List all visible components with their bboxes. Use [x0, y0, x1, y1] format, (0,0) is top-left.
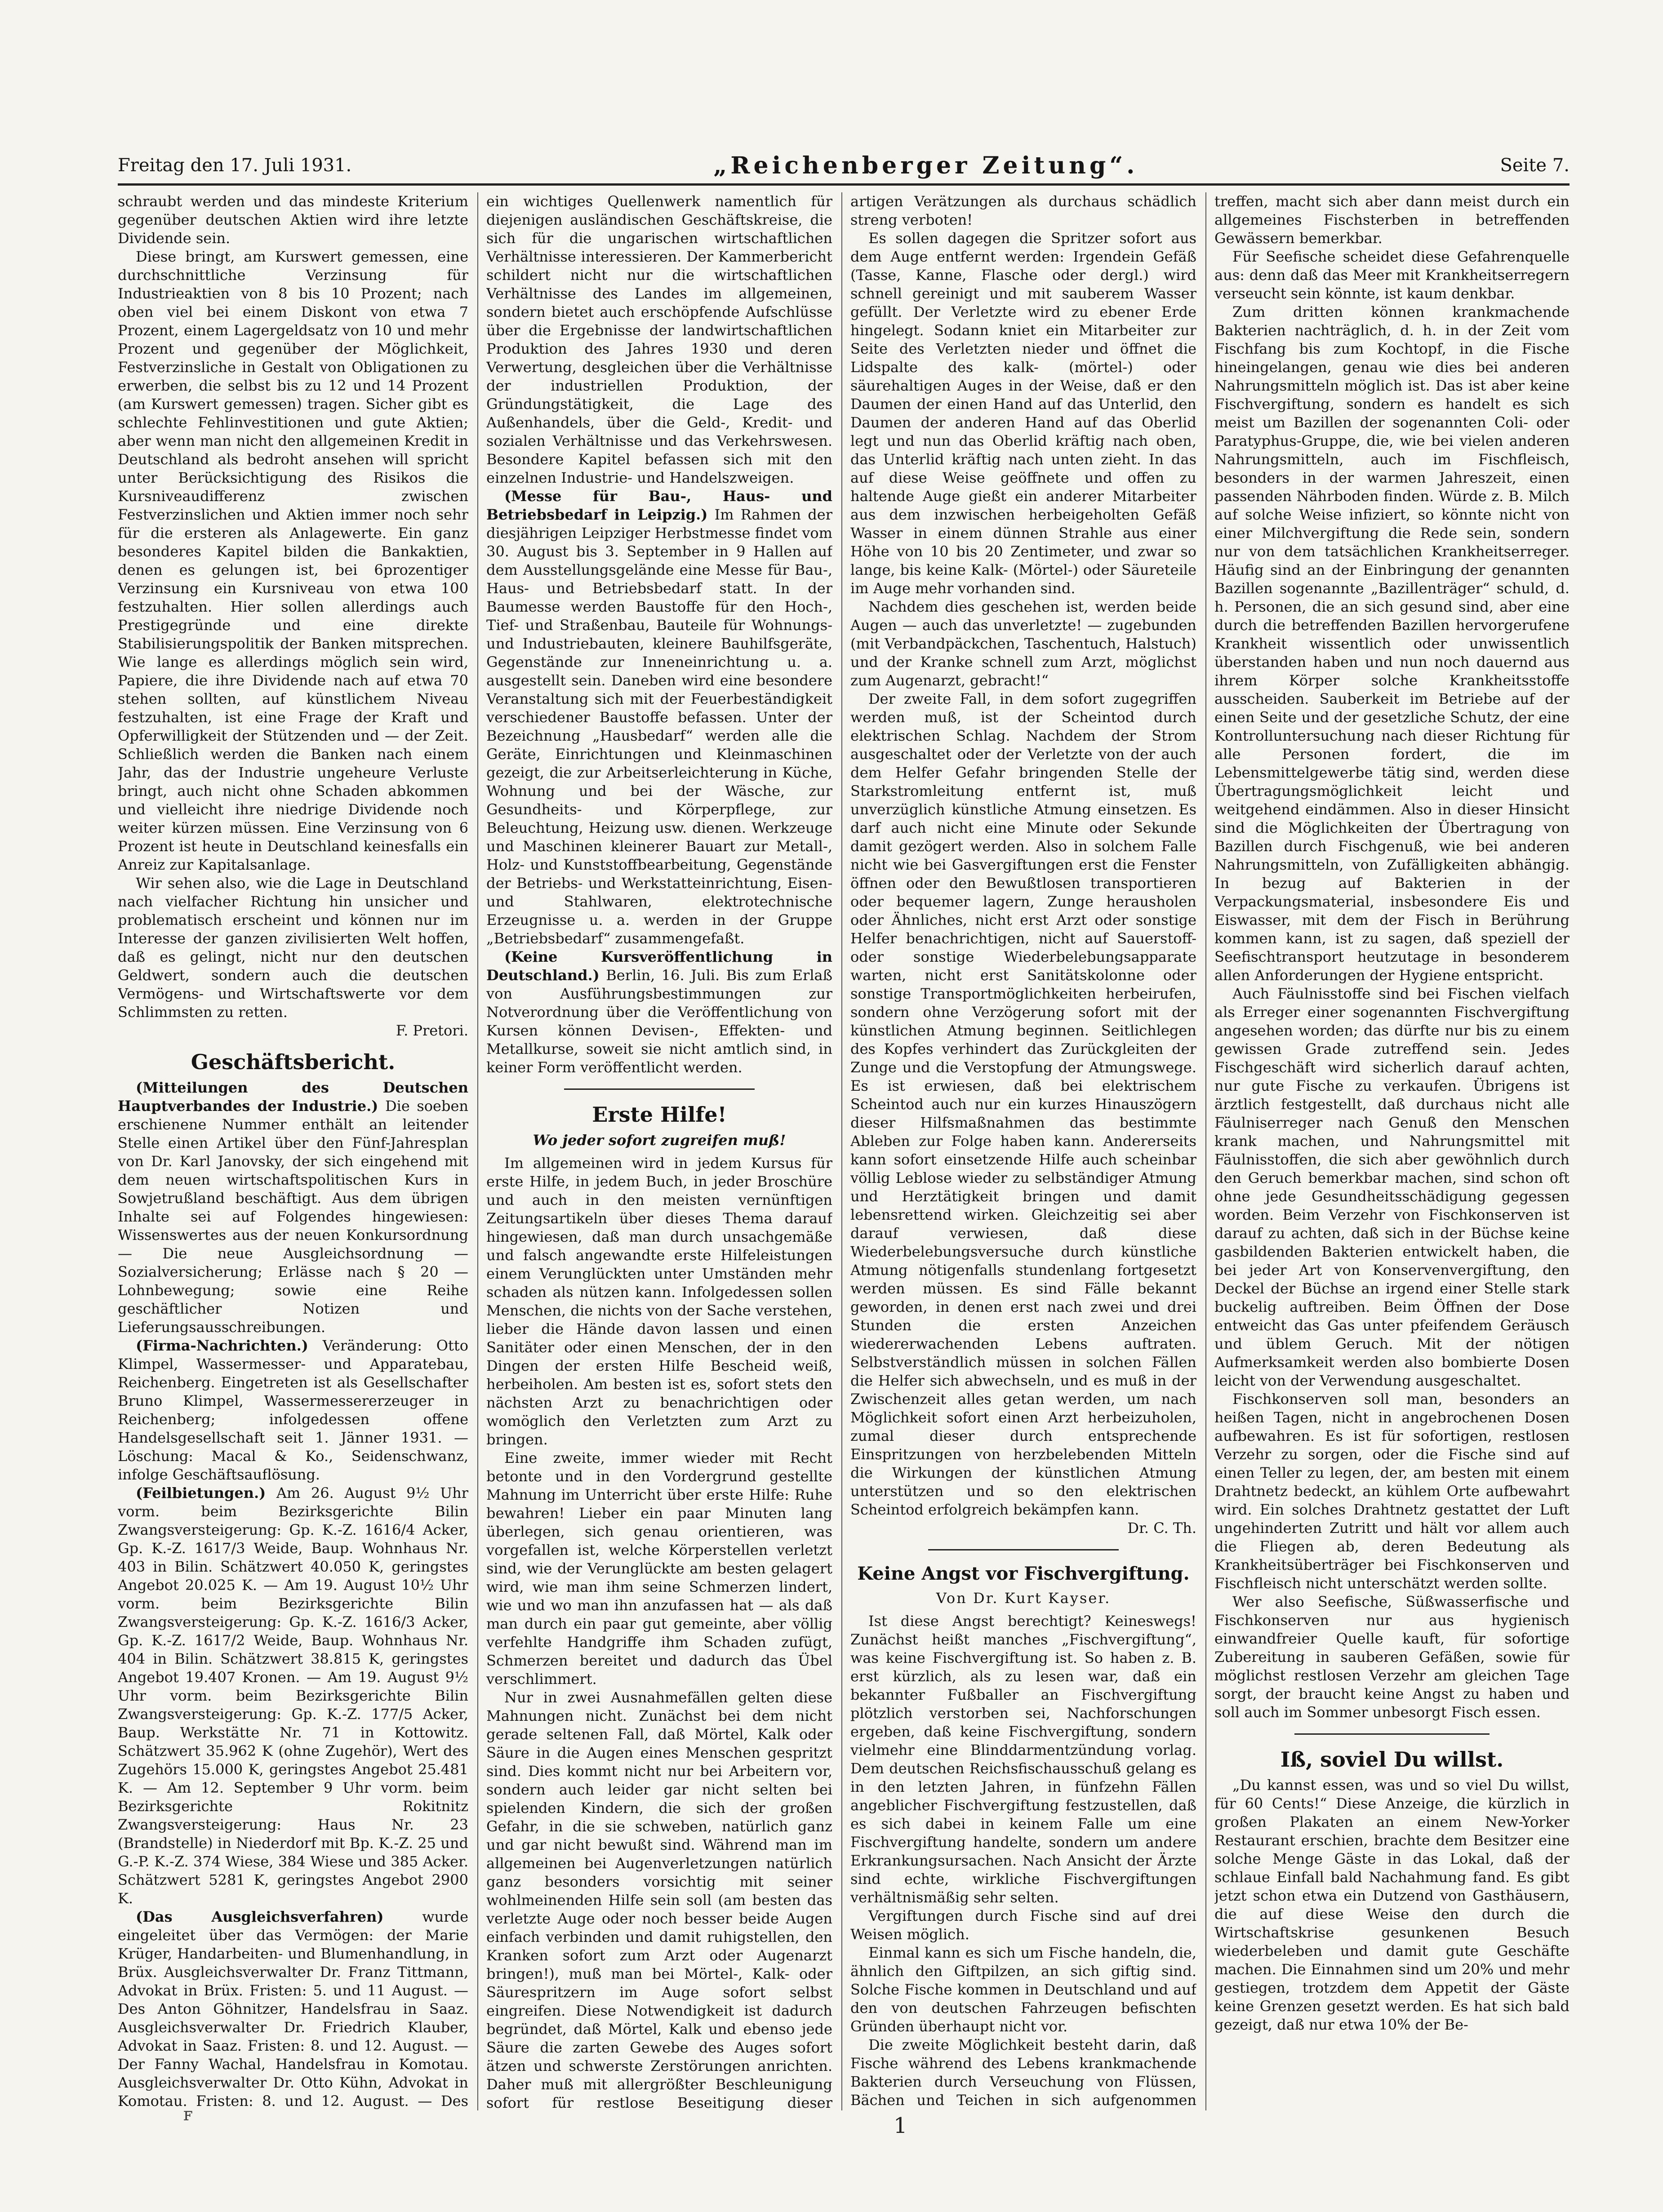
- article-paragraph: Vergiftungen durch Fische sind auf drei Weisen möglich.: [850, 1907, 1196, 1943]
- column-2: [486, 192, 832, 2110]
- article-paragraph: Für Seefische scheidet diese Gefahrenquelle aus: denn daß das Meer mit Krankheitserregern verseucht sein könnte, ist kaum denkbar.: [1214, 248, 1570, 302]
- article-paragraph: „Du kannst essen, was und so viel Du willst, für 60 Cents!“ Diese Anzeige, die kürzlich in großen Plakaten an einem New-Yorker Restaurant erschien, brachte dem Besitzer eine solche Menge Gäste in das Lokal, daß der schlaue Einfall bald Nachahmung fand. Es gibt jetzt schon etwa ein Dutzend von Gasthäusern, die auf diese Weise den durch die Wirtschaftskrise gesunkenen Besuch wiederbeleben und damit gute Geschäfte machen. Die Einnahmen sind um 20% und mehr gestiegen, trotzdem dem Appetit der Gäste keine Grenzen gesetzt werden. Es hat sich bald gezeigt, daß nur etwa 10% der Be-: [1214, 1777, 1570, 2033]
- article-separator: [928, 1549, 1119, 1550]
- page-number: Seite 7.: [1500, 155, 1570, 176]
- notice-keyword: (Das Ausgleichsverfahren): [136, 1908, 384, 1925]
- article-paragraph: Es sollen dagegen die Spritzer sofort aus dem Auge entfernt werden: Irgendein Gefäß (Tasse, Kanne, Flasche oder dergl.) wird schnell gereinigt und mit sauberem Wasser gefüllt. Der Verletzte wird zu ebener Erde hingelegt. Sodann kniet ein Mitarbeiter zur Seite des Verletzten nieder und öffnet die Lidspalte des kalk- (mörtel-) oder säurehaltigen Auges in der Weise, daß er den Daumen der einen Hand auf das Unterlid, den Daumen der anderen Hand auf das Oberlid legt und nun das Oberlid kräftig nach oben, das Unterlid kräftig nach unten zieht. In das auf diese Weise geöffnete und offen zu haltende Auge gießt ein anderer Mitarbeiter aus dem inzwischen herbeigeholten Gefäß Wasser in einem dünnen Strahle aus einer Höhe von 10 bis 20 Zentimeter, und zwar so lange, bis keine Kalk- (Mörtel-) oder Säureteile im Auge mehr vorhanden sind.: [850, 230, 1196, 597]
- notice-item: [486, 948, 832, 1077]
- article-byline: Von Dr. Kurt Kayser.: [936, 1590, 1111, 1607]
- notice-keyword: (Mitteilungen des Deutschen Hauptverbandes der Industrie.): [118, 1079, 468, 1115]
- newspaper-name: „Reichenberger Zeitung“.: [713, 151, 1138, 179]
- notice-text: Berlin, 16. Juli. Bis zum Erlaß von Ausführungsbestimmungen zur Notverordnung über die Veröffentlichung von Kursen können Devisen-, Effekten- und Metallkurse, soweit sie nicht amtlich sind, in keiner Form veröffentlicht werden.: [486, 967, 832, 1076]
- notice-keyword: (Messe für Bau-, Haus- und Betriebsbedarf in Leipzig.): [486, 488, 832, 523]
- notice-text: wurde eingeleitet über das Vermögen: der Marie Krüger, Handarbeiten- und Blumenhandlung, in Brüx. Ausgleichsverwalter Dr. Franz Tittmann, Advokat in Brüx. Fristen: 5. und 11 August. — Des Anton Göhnitzer, Handelsfrau in Saaz. Ausgleichsverwalter Dr. Friedrich Klauber, Advokat in Saaz. Fristen: 8. und 12. August. — Der Fanny Wachal, Handelsfrau in Komotau. Ausgleichsverwalter Dr. Otto Kühn, Advokat in Komotau. Fristen: 8. und 12. August. — Des: [118, 1908, 468, 2110]
- section-heading: Geschäftsbericht.: [191, 1050, 396, 1074]
- article-paragraph: Der zweite Fall, in dem sofort zugegriffen werden muß, ist der Scheintod durch elektrischen Schlag. Nachdem der Strom ausgeschaltet oder der Verletzte von der auch dem Helfer Gefahr bringenden Stelle der Starkstromleitung entfernt ist, muß unverzüglich künstliche Atmung einsetzen. Es darf auch nicht eine Minute oder Sekunde damit gezögert werden. Also in solchem Falle nicht wie bei Gasvergiftungen erst die Fenster öffnen oder den Bewußtlosen transportieren oder bequemer lagern, Zunge herausholen oder Ähnliches, nicht erst Arzt oder sonstige Helfer benachrichtigen, nicht auf Sauerstoff- oder sonstige Wiederbelebungsapparate warten, nicht erst Sanitätskolonne oder sonstige Transportmöglichkeiten herbeirufen, sondern ohne Verzögerung sofort mit der künstlichen Atmung beginnen. Seitlichlegen des Kopfes verhindert das Zurückgleiten der Zunge und die Verstopfung der Atmungswege. Es ist erwiesen, daß bei elektrischem Scheintod auch nur ein kurzes Hinauszögern dieser Hilfsmaßnahmen das bestimmte Ableben zur Folge haben kann. Andererseits kann sofort einsetzende Hilfe auch scheinbar völlig Leblose wieder zu selbständiger Atmung und Herztätigkeit bringen und damit lebensrettend wirken. Gleichzeitig sei aber darauf verwiesen, daß diese Wiederbelebungsversuche durch künstliche Atmung nötigenfalls stundenlang fortgesetzt werden müssen. Es sind Fälle bekannt geworden, in denen erst nach zwei und drei Stunden die ersten Anzeichen wiedererwachenden Lebens auftraten. Selbstverständlich müssen in solchen Fällen die Helfer sich abwechseln, und es muß in der Zwischenzeit alles getan werden, um nach Möglichkeit sofort einen Arzt herbeizuholen, zumal dieser durch entsprechende Einspritzungen von herzbelebenden Mitteln die Wirkungen der künstlichen Atmung unterstützen und so den elektrischen Scheintod erfolgreich bekämpfen kann.: [850, 690, 1196, 1518]
- article-paragraph: Die zweite Möglichkeit besteht darin, daß Fische während des Lebens krankmachende Bakterien durch Verseuchung von Flüssen, Bächen und Teichen in sich aufgenommen: [850, 2036, 1196, 2109]
- page-header: [118, 152, 1570, 179]
- column-1: [118, 192, 468, 2110]
- article-paragraph: Einmal kann es sich um Fische handeln, die, ähnlich den Giftpilzen, an sich giftig sind. Solche Fische kommen in Deutschland und auf den von deutschen Fahrzeugen befischten Gründen überhaupt nicht vor.: [850, 1944, 1196, 2035]
- article-paragraph: Wer also Seefische, Süßwasserfische und Fischkonserven nur aus hygienisch einwandfreier Quelle kauft, für sofortige Zubereitung in sauberen Gefäßen, sowie für möglichst restlosen Verzehr am gleichen Tage sorgt, der braucht keine Angst zu haben und soll auch im Sommer unbesorgt Fisch essen.: [1214, 1593, 1570, 1721]
- notice-item: [486, 487, 832, 948]
- article-separator: [564, 1088, 755, 1090]
- col1-intro: schraubt werden und das mindeste Kriterium gegenüber deutschen Aktien wird ihre letzte Dividende sein.: [118, 193, 468, 247]
- col2-paragraph: ein wichtiges Quellenwerk namentlich für diejenigen ausländischen Geschäftskreise, die sich für die ungarischen wirtschaftlichen Verhältnisse interessieren. Der Kammerbericht schildert nicht nur die wirtschaftlichen Verhältnisse des Landes im allgemeinen, sondern bietet auch erschöpfende Aufschlüsse über die Ergebnisse der landwirtschaftlichen Produktion des Jahres 1930 und deren Verwertung, desgleichen über die Verhältnisse der industriellen Produktion, der Gründungstätigkeit, die Lage des Außenhandels, über die Geld-, Kredit- und sozialen Verhältnisse und das Verkehrswesen. Besondere Kapitel befassen sich mit den einzelnen Industrie- und Handelszweigen.: [486, 193, 832, 486]
- notice-item: [118, 1908, 468, 2110]
- scan-mark: 1: [894, 2113, 907, 2138]
- article-subtitle: Wo jeder sofort zugreifen muß!: [533, 1132, 786, 1149]
- notice-keyword: (Firma-Nachrichten.): [136, 1337, 308, 1354]
- column-4: [1214, 192, 1570, 2110]
- article-title: Keine Angst vor Fischvergiftung.: [857, 1563, 1190, 1584]
- column-rule: [1205, 192, 1206, 2110]
- article-paragraph: Ist diese Angst berechtigt? Keineswegs! Zunächst heißt manches „Fischvergiftung“, was keine Fischvergiftung ist. So haben z. B. erst kürzlich, als zu lesen war, daß ein bekannter Fußballer an Fischvergiftung plötzlich verstorben sei, Nachforschungen ergeben, daß keine Fischvergiftung, sondern vielmehr eine Blinddarmentzündung vorlag. Dem deutschen Reichsfischausschuß gelang es in den letzten Jahren, in fünfzehn Fällen angeblicher Fischvergiftung festzustellen, daß es sich dabei in keinem Falle um eine Fischvergiftung handelte, sondern um andere Erkrankungsursachen. Nach Ansicht der Ärzte sind echte, wirkliche Fischvergiftungen verhältnismäßig sehr selten.: [850, 1612, 1196, 1906]
- column-rule: [477, 192, 478, 2110]
- article-title: Iß, soviel Du willst.: [1280, 1747, 1504, 1772]
- notice-item: [118, 1484, 468, 1908]
- column-3: [850, 192, 1196, 2110]
- author-signature: F. Pretori.: [396, 1022, 468, 1039]
- article-title: Erste Hilfe!: [592, 1102, 727, 1127]
- article-separator: [1294, 1733, 1490, 1735]
- notice-keyword: (Keine Kursveröffentlichung in Deutschland.): [486, 948, 832, 984]
- col1-paragraph: Wir sehen also, wie die Lage in Deutschland nach vielfacher Richtung hin unsicher und problematisch erscheint und können nur im Interesse der ganzen zivilisierten Welt hoffen, daß es gelingt, nicht nur den deutschen Geldwert, sondern auch die deutschen Vermögens- und Wirtschaftswerte vor dem Schlimmsten zu retten.: [118, 875, 468, 1021]
- article-paragraph: artigen Verätzungen als durchaus schädlich streng verboten!: [850, 193, 1196, 228]
- col1-paragraph: Diese bringt, am Kurswert gemessen, eine durchschnittliche Verzinsung für Industrieaktien von 8 bis 10 Prozent; nach oben viel bei einem Diskont von etwa 7 Prozent, einem Lagergeldsatz von 10 und mehr Prozent und gegenüber der Möglichkeit, Festverzinsliche in Gestalt von Obligationen zu erwerben, die selbst bis zu 12 und 14 Prozent (am Kurswert gemessen) tragen. Sicher gibt es schlechte Fehlinvestitionen und gute Aktien; aber wenn man nicht den allgemeinen Kredit in Deutschland als bedroht ansehen will spricht unter Berücksichtigung des Risikos die Kursniveaudifferenz zwischen Festverzinslichen und Aktien immer noch sehr für die ersteren als Anlagewerte. Ein ganz besonderes Kapitel bilden die Bankaktien, denen es gelungen ist, bei 6prozentiger Verzinsung ein Kursniveau von etwa 100 festzuhalten. Hier sollen allerdings auch Prestigegründe und eine direkte Stabilisierungspolitik der Banken mitsprechen. Wie lange es allerdings möglich sein wird, Papiere, die ihre Dividende nach auf etwa 70 stehen sollten, auf künstlichem Niveau festzuhalten, ist eine Frage der Kraft und Opferwilligkeit der Stützenden und — der Zeit. Schließlich werden die Banken nach einem Jahr, das der Industrie ungeheure Verluste bringt, auch nicht ohne Schaden abkommen und vielleicht ihre niedrige Dividende noch weiter kürzen müssen. Eine Verzinsung von 6 Prozent ist heute in Deutschland keinesfalls ein Anreiz zur Kapitalsanlage.: [118, 248, 468, 873]
- notice-text: Im Rahmen der diesjährigen Leipziger Herbstmesse findet vom 30. August bis 3. September in 9 Hallen auf dem Ausstellungsgelände eine Messe für Bau-, Haus- und Betriebsbedarf statt. In der Baumesse werden Baustoffe für den Hoch-, Tief- und Straßenbau, Bauteile für Wohnungs- und Industriebauten, kleinere Bauhilfsgeräte, Gegenstände zur Inneneinrichtung u. a. ausgestellt sein. Daneben wird eine besondere Veranstaltung sich mit der Feuerbeständigkeit verschiedener Baustoffe befassen. Unter der Bezeichnung „Hausbedarf“ werden alle die Geräte, Einrichtungen und Kleinmaschinen gezeigt, die zur Arbeitserleichterung in Küche, Wohnung und bei der Wäsche, zur Gesundheits- und Körperpflege, zur Beleuchtung, Heizung usw. dienen. Werkzeuge und Maschinen kleinerer Bauart zur Metall-, Holz- und Kunststoffbearbeitung, Gegenstände der Betriebs- und Werkstatteinrichtung, Eisen- und Stahlwaren, elektrotechnische Erzeugnisse u. a. werden in der Gruppe „Betriebsbedarf“ zusammengefaßt.: [486, 506, 832, 947]
- header-rule: [118, 183, 1570, 186]
- scan-mark: ꜰ: [183, 2104, 193, 2125]
- notice-keyword: (Feilbietungen.): [136, 1484, 266, 1501]
- notice-text: Veränderung: Otto Klimpel, Wassermesser- und Apparatebau, Reichenberg. Eingetreten ist als Gesellschafter Bruno Klimpel, Wassermessererzeuger in Reichenberg; infolgedessen offene Handelsgesellschaft seit 1. Jänner 1931. — Löschung: Macal & Ko., Seidenschwanz, infolge Geschäftsauflösung.: [118, 1337, 468, 1483]
- article-paragraph: Zum dritten können krankmachende Bakterien nachträglich, d. h. in der Zeit vom Fischfang bis zum Kochtopf, in die Fische hineingelangen, genau wie dies bei anderen Nahrungsmitteln möglich ist. Das ist aber keine Fischvergiftung, sondern es handelt es sich meist um Bazillen der sogenannten Coli- oder Paratyphus-Gruppe, die, wie bei vielen anderen Nahrungsmitteln, auch im Fischfleisch, besonders in der warmen Jahreszeit, einen passenden Nährboden finden. Würde z. B. Milch auf solche Weise infiziert, so könnte nicht von einer Milchvergiftung die Rede sein, sondern nur von dem tatsächlichen Krankheitserreger. Häufig sind an der Einbringung der genannten Bazillen sogenannte „Bazillenträger“ schuld, d. h. Personen, die an sich gesund sind, aber eine durch die betreffenden Bazillen hervorgerufene Krankheit wissentlich oder unwissentlich überstanden haben und nun noch dauernd aus ihrem Körper solche Krankheitsstoffe ausscheiden. Sauberkeit im Betriebe auf der einen Seite und der gesetzliche Schutz, der eine Kontrolluntersuchung nach dieser Richtung für alle Personen fordert, die im Lebensmittelgewerbe tätig sind, werden diese Übertragungsmöglichkeit leicht und weitgehend eindämmen. Also in dieser Hinsicht sind die Möglichkeiten der Übertragung von Bazillen durch Fischgenuß, wie bei anderen Nahrungsmitteln, von Zufälligkeiten abhängig. In bezug auf Bakterien in der Verpackungsmaterial, insbesondere Eis und Eiswasser, mit dem der Fisch in Berührung kommen kann, ist zu sagen, daß speziell der Seefischtransport heutzutage in besonderem allen Anforderungen der Hygiene entspricht.: [1214, 303, 1570, 984]
- notice-item: [118, 1079, 468, 1337]
- notice-text: Am 26. August 9½ Uhr vorm. beim Bezirksgerichte Bilin Zwangsversteigerung: Gp. K.-Z. 1616/4 Acker, Gp. K.-Z. 1617/3 Weide, Baup. Wohnhaus Nr. 403 in Bilin. Schätzwert 40.050 K, geringstes Angebot 20.025 K. — Am 19. August 10½ Uhr vorm. beim Bezirksgerichte Bilin Zwangsversteigerung: Gp. K.-Z. 1616/3 Acker, Gp. K.-Z. 1617/2 Weide, Baup. Wohnhaus Nr. 404 in Bilin. Schätzwert 38.815 K, geringstes Angebot 19.407 Kronen. — Am 19. August 9½ Uhr vorm. beim Bezirksgerichte Bilin Zwangsversteigerung: Gp. K.-Z. 177/5 Acker, Baup. Werkstätte Nr. 71 in Kottowitz. Schätzwert 35.962 K (ohne Zugehör), Wert des Zugehörs 15.000 K, geringstes Angebot 25.481 K. — Am 12. September 9 Uhr vorm. beim Bezirksgerichte Rokitnitz Zwangsversteigerung: Haus Nr. 23 (Brandstelle) in Niederdorf mit Bp. K.-Z. 25 und G.-P. K.-Z. 374 Wiese, 384 Wiese und 385 Acker. Schätzwert 5281 K, geringstes Angebot 2900 K.: [118, 1484, 468, 1907]
- notice-item: [118, 1337, 468, 1484]
- article-paragraph: Im allgemeinen wird in jedem Kursus für erste Hilfe, in jedem Buch, in jeder Broschüre und auch in den meisten vernünftigen Zeitungsartikeln über dieses Thema darauf hingewiesen, daß man durch unsachgemäße und falsch angewandte erste Hilfeleistungen einem Verunglückten unter Umständen mehr schaden als nützen kann. Infolgedessen sollen Menschen, die nichts von der Sache verstehen, lieber die Hände davon lassen und einen Sanitäter oder einen Menschen, der in den Dingen der ersten Hilfe Bescheid weiß, herbeiholen. Am besten ist es, sofort stets den nächsten Arzt zu benachrichtigen oder womöglich den Verletzten zum Arzt zu bringen.: [486, 1155, 832, 1448]
- article-paragraph: treffen, macht sich aber dann meist durch ein allgemeines Fischsterben in betreffenden Gewässern bemerkbar.: [1214, 193, 1570, 247]
- article-paragraph: Eine zweite, immer wieder mit Recht betonte und in den Vordergrund gestellte Mahnung im Unterricht über erste Hilfe: Ruhe bewahren! Lieber ein paar Minuten lang überlegen, sich genau orientieren, was vorgefallen ist, welche Körperstellen verletzt sind, wie der Verunglückte am besten gelagert wird, wie man ihm seine Schmerzen lindert, wie und wo man ihn anzufassen hat — als daß man durch ein paar gut gemeinte, aber völlig verfehlte Handgriffe ihm Schaden zufügt, Schmerzen bereitet und dadurch das Übel verschlimmert.: [486, 1449, 832, 1688]
- notice-text: Die soeben erschienene Nummer enthält an leitender Stelle einen Artikel über den Fünf-Jahresplan von Dr. Karl Janovsky, der sich eingehend mit dem neuen wirtschaftspolitischen Kurs in Sowjetrußland beschäftigt. Aus dem übrigen Inhalte sei auf Folgendes hingewiesen: Wissenswertes aus der neuen Konkursordnung — Die neue Ausgleichsordnung — Sozialversicherung; Erlässe nach § 20 — Lohnbewegung; sowie eine Reihe geschäftlicher Notizen und Lieferungsausschreibungen.: [118, 1097, 468, 1336]
- author-signature: Dr. C. Th.: [1127, 1519, 1196, 1537]
- article-paragraph: Auch Fäulnisstoffe sind bei Fischen vielfach als Erreger einer sogenannten Fischvergiftung angesehen worden; das dürfte nur bis zu einem gewissen Grade zutreffend sein. Jedes Fischgeschäft wird sicherlich darauf achten, nur gute Fische zu verkaufen. Übrigens ist ärztlich festgestellt, daß durchaus nicht alle Fäulniserreger nach Genuß den Menschen krank machen, und Nahrungsmittel mit Fäulnisstoffen, die sich aber gewöhnlich durch den Geruch bemerkbar machen, sind schon oft ohne jede Gesundheitsschädigung gegessen worden. Beim Verzehr von Fischkonserven ist darauf zu achten, daß sich in der Büchse keine gasbildenden Bakterien entwickelt haben, die bei jeder Art von Konservenvergiftung, den Deckel der Büchse an irgend einer Stelle stark buckelig auftreiben. Beim Öffnen der Dose entweicht das Gas unter pfeifendem Geräusch und üblem Geruch. Mit der nötigen Aufmerksamkeit werden also bombierte Dosen leicht von der Verwendung ausgeschaltet.: [1214, 985, 1570, 1389]
- column-rule: [841, 192, 842, 2110]
- issue-date: Freitag den 17. Juli 1931.: [118, 155, 352, 176]
- article-paragraph: Fischkonserven soll man, besonders an heißen Tagen, nicht in angebrochenen Dosen aufbewahren. Es ist für sofortigen, restlosen Verzehr zu sorgen, oder die Fische sind auf einen Teller zu legen, der, am besten mit einem Drahtnetz bedeckt, an kühlem Orte aufbewahrt wird. Ein solches Drahtnetz gestattet der Luft ungehinderten Zutritt und hält vor allem auch die Fliegen ab, deren Bedeutung als Krankheitsüberträger bei Fischkonserven und Fischfleisch nicht unterschätzt werden sollte.: [1214, 1390, 1570, 1592]
- article-paragraph: Nur in zwei Ausnahmefällen gelten diese Mahnungen nicht. Zunächst bei dem nicht gerade seltenen Fall, daß Mörtel, Kalk oder Säure in die Augen eines Menschen gespritzt sind. Dies kommt nicht nur bei Arbeitern vor, sondern auch leider gar nicht selten bei spielenden Kindern, die sich der großen Gefahr, in die sie schweben, natürlich ganz und gar nicht bewußt sind. Während man im allgemeinen bei Augenverletzungen natürlich ganz besonders vorsichtig mit seiner wohlmeinenden Hilfe sein soll (am besten das verletzte Auge oder noch besser beide Augen einfach verbinden und damit ruhigstellen, den Kranken sofort zum Arzt oder Augenarzt bringen!), muß man bei Mörtel-, Kalk- oder Säurespritzern im Auge sofort selbst eingreifen. Diese Notwendigkeit ist dadurch begründet, daß Mörtel, Kalk und ebenso jede Säure die zarten Gewebe des Auges sofort ätzen und schwerste Zerstörungen anrichten. Daher muß mit allergrößter Beschleunigung sofort für restlose Beseitigung dieser: [486, 1689, 832, 2110]
- article-paragraph: Nachdem dies geschehen ist, werden beide Augen — auch das unverletzte! — zugebunden (mit Verbandpäckchen, Taschentuch, Halstuch) und der Kranke schnell zum Arzt, möglichst zum Augenarzt, gebracht!“: [850, 598, 1196, 689]
